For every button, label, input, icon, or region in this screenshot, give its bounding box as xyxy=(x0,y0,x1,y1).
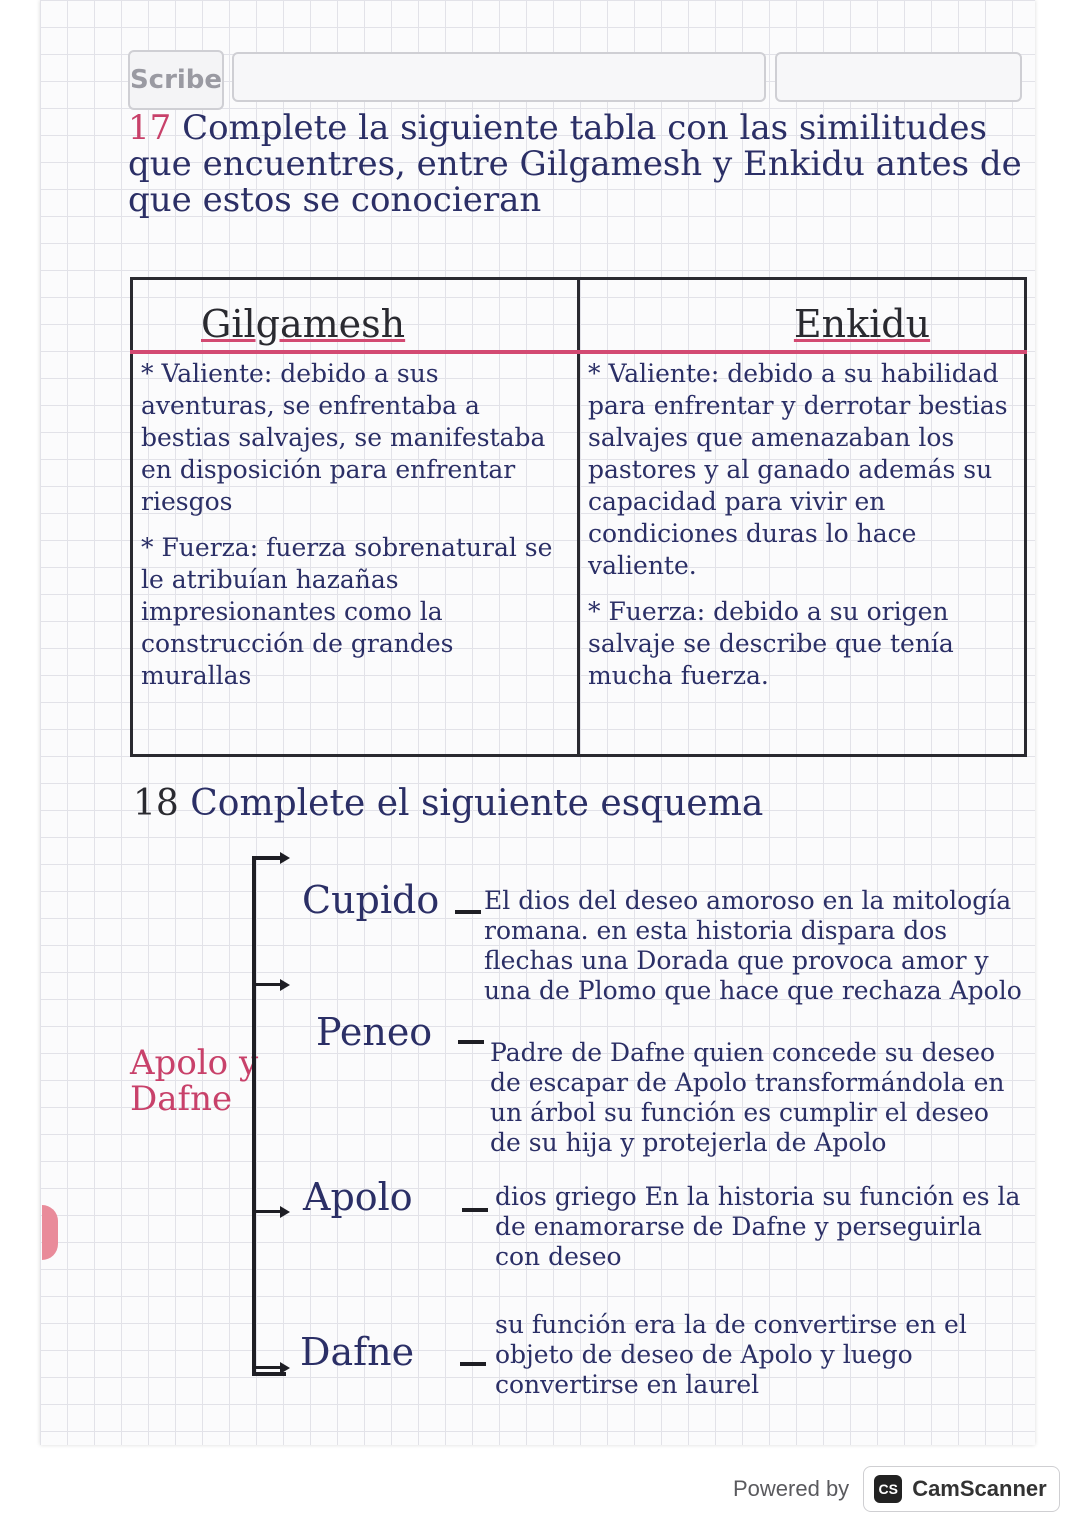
scheme-bracket xyxy=(252,856,286,1376)
question-18-number: 18 xyxy=(133,783,179,824)
camscanner-brand-label: CamScanner xyxy=(912,1476,1047,1501)
scheme-description-cupido: El dios del deseo amoroso en la mitología romana. en esta historia dispara dos flechas una Dorada que provoca amor y una de Plomo que hace que rechaza Apolo xyxy=(484,886,1022,1005)
scheme-description-dafne: su función era la de convertirse en el objeto de deseo de Apolo y luego convertirse en laurel xyxy=(495,1310,967,1399)
scribe-brand xyxy=(128,50,224,110)
question-18 xyxy=(133,783,763,824)
question-17 xyxy=(128,110,1028,218)
scheme-term-cupido: Cupido xyxy=(302,878,440,922)
camscanner-badge xyxy=(863,1466,1060,1512)
arrow-icon xyxy=(256,983,282,986)
enkidu-cell xyxy=(579,352,1026,756)
column-header-gilgamesh-label: Gilgamesh xyxy=(201,302,406,346)
scheme-term-peneo: Peneo xyxy=(316,1010,433,1054)
powered-by-label: Powered by xyxy=(733,1476,850,1501)
comparison-table xyxy=(130,277,1027,757)
header-name-field xyxy=(232,52,766,102)
gilgamesh-cell xyxy=(132,352,579,756)
pink-page-tab xyxy=(42,1205,58,1260)
column-header-enkidu-label: Enkidu xyxy=(793,302,931,346)
scheme-root-label: Apolo y Dafne xyxy=(130,1043,259,1119)
scheme-dash xyxy=(455,910,481,914)
header-date-field xyxy=(775,52,1022,102)
table-row xyxy=(132,352,1026,756)
enkidu-trait-valiente: * Valiente: debido a su habilidad para enfrentar y derrotar bestias salvajes que amenazaban los pastores y al ganado además su capacidad para vivir en condiciones duras lo hace valiente. xyxy=(588,359,1008,580)
arrow-icon xyxy=(256,1210,282,1213)
scheme-dash xyxy=(462,1208,488,1212)
scheme-term-dafne: Dafne xyxy=(300,1330,415,1374)
arrow-icon xyxy=(256,856,282,859)
scheme-description-peneo: Padre de Dafne quien concede su deseo de escapar de Apolo transformándola en un árbol su función es cumplir el deseo de su hija y protejerla de Apolo xyxy=(490,1038,1005,1157)
scribe-brand-label: Scribe xyxy=(129,65,223,95)
question-18-text: Complete el siguiente esquema xyxy=(190,783,764,824)
scheme-term-apolo: Apolo xyxy=(303,1175,413,1219)
arrow-icon xyxy=(256,1366,282,1369)
question-17-number: 17 xyxy=(128,108,172,148)
column-header-enkidu xyxy=(579,279,1026,353)
scheme-dash xyxy=(460,1362,486,1366)
column-header-gilgamesh xyxy=(132,279,579,353)
table-header-row xyxy=(132,279,1026,353)
scheme-description-apolo: dios griego En la historia su función es la de enamorarse de Dafne y perseguirla con deseo xyxy=(495,1182,1021,1271)
enkidu-trait-fuerza: * Fuerza: debido a su origen salvaje se describe que tenía mucha fuerza. xyxy=(588,597,954,690)
gilgamesh-trait-valiente: * Valiente: debido a sus aventuras, se enfrentaba a bestias salvajes, se manifestaba en disposición para enfrentar riesgos xyxy=(141,359,546,516)
question-17-text: Complete la siguiente tabla con las similitudes que encuentres, entre Gilgamesh y Enkidu antes de que estos se conocieran xyxy=(128,108,1022,220)
scheme-dash xyxy=(458,1040,484,1044)
camscanner-watermark xyxy=(733,1464,1060,1514)
camscanner-logo-icon: CS xyxy=(874,1475,902,1503)
gilgamesh-trait-fuerza: * Fuerza: fuerza sobrenatural se le atribuían hazañas impresionantes como la construcción de grandes murallas xyxy=(141,533,553,690)
